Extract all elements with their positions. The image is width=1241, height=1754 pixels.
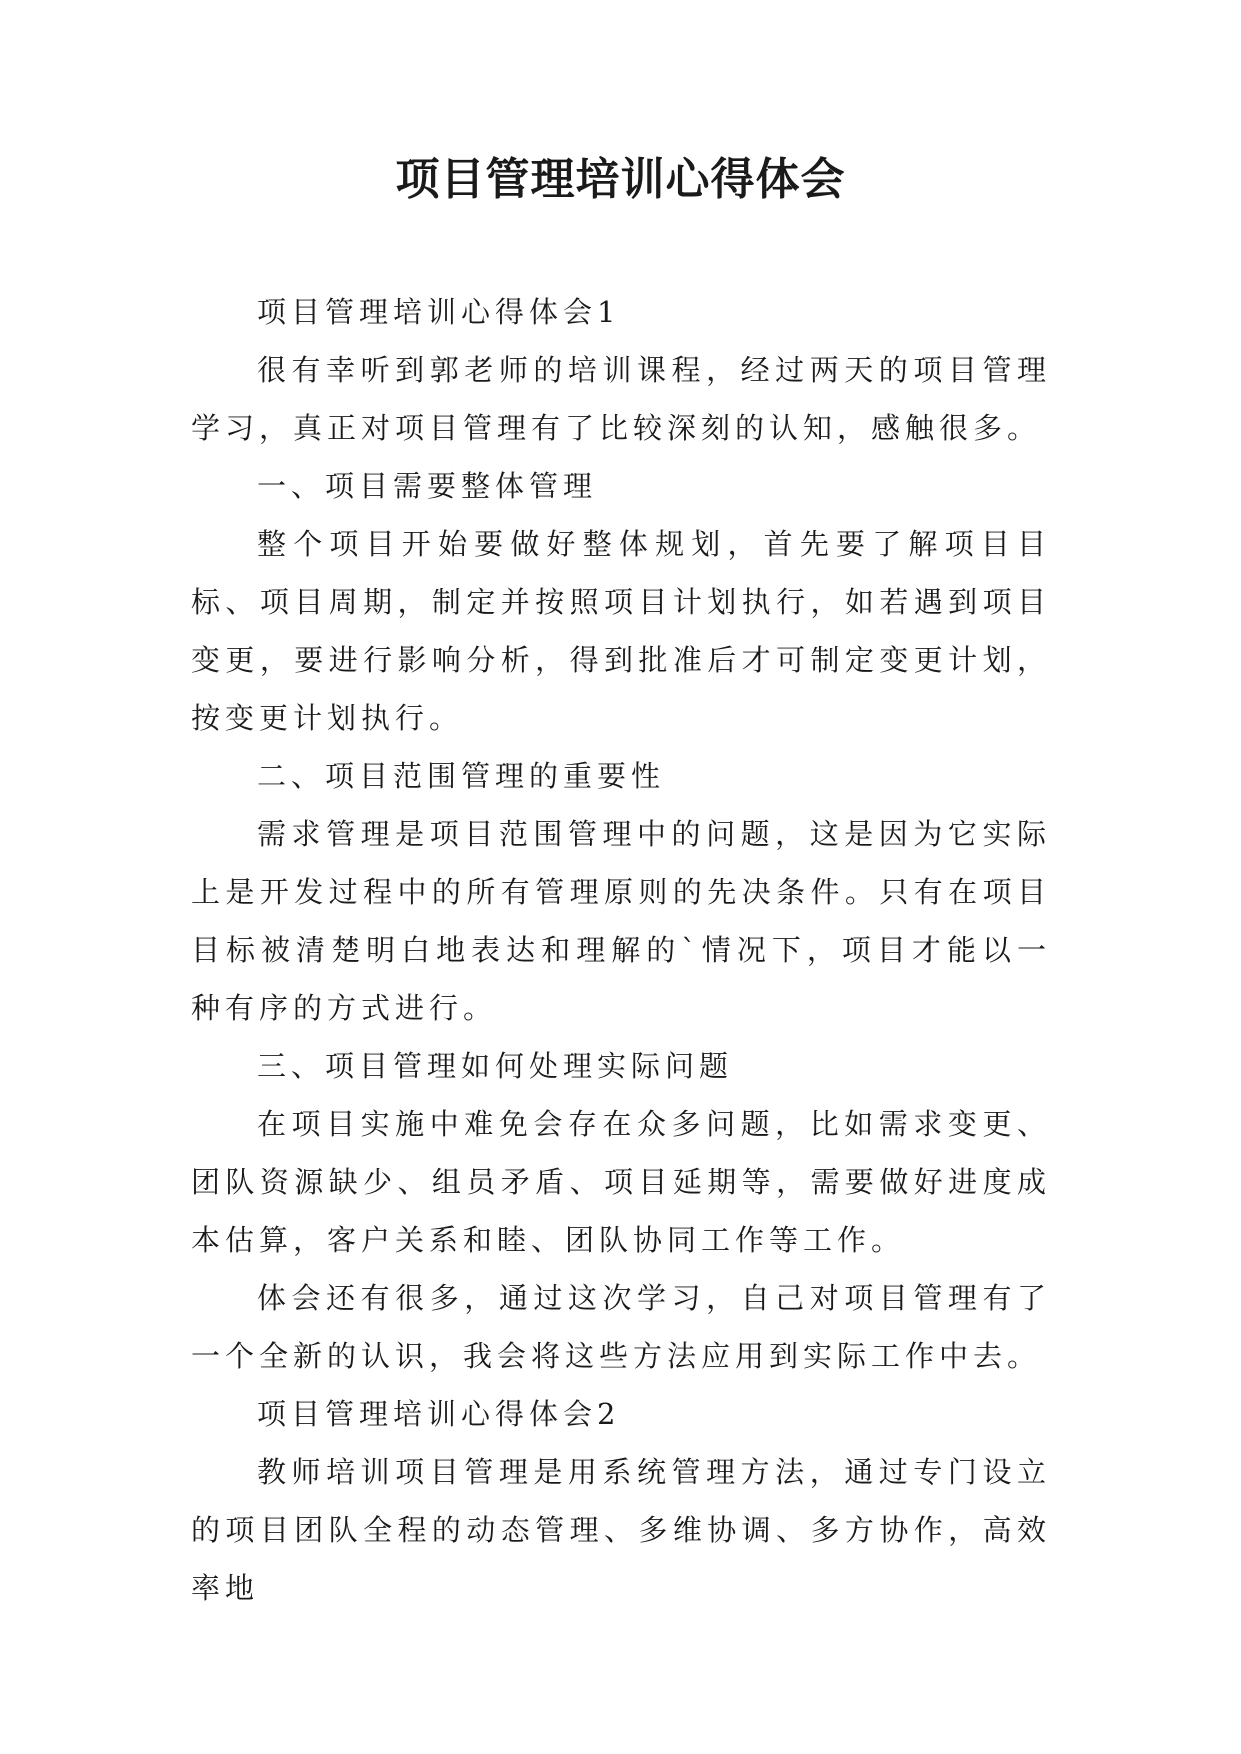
subsection-heading: 三、项目管理如何处理实际问题 xyxy=(257,1049,734,1083)
body-paragraph: 教师培训项目管理是用系统管理方法，通过专门设立的项目团队全程的动态管理、多维协调、多方协作，高效率地 xyxy=(191,1455,1051,1605)
subsection-heading: 二、项目范围管理的重要性 xyxy=(257,759,666,793)
section-heading: 项目管理培训心得体会1 xyxy=(257,295,621,329)
document-body xyxy=(191,283,1051,1617)
body-paragraph: 需求管理是项目范围管理中的问题，这是因为它实际上是开发过程中的所有管理原则的先决条件。只有在项目目标被清楚明白地表达和理解的`情况下，项目才能以一种有序的方式进行。 xyxy=(191,817,1051,1025)
subsection-heading: 一、项目需要整体管理 xyxy=(257,469,598,503)
document-title: 项目管理培训心得体会 xyxy=(395,154,846,205)
body-paragraph: 在项目实施中难免会存在众多问题，比如需求变更、团队资源缺少、组员矛盾、项目延期等，需要做好进度成本估算，客户关系和睦、团队协同工作等工作。 xyxy=(191,1107,1051,1257)
body-paragraph: 整个项目开始要做好整体规划，首先要了解项目目标、项目周期，制定并按照项目计划执行，如若遇到项目变更，要进行影响分析，得到批准后才可制定变更计划，按变更计划执行。 xyxy=(191,527,1051,735)
body-paragraph: 体会还有很多，通过这次学习，自己对项目管理有了一个全新的认识，我会将这些方法应用到实际工作中去。 xyxy=(191,1281,1051,1373)
section-heading: 项目管理培训心得体会2 xyxy=(257,1397,621,1431)
body-paragraph: 很有幸听到郭老师的培训课程，经过两天的项目管理学习，真正对项目管理有了比较深刻的认知，感触很多。 xyxy=(191,353,1051,445)
